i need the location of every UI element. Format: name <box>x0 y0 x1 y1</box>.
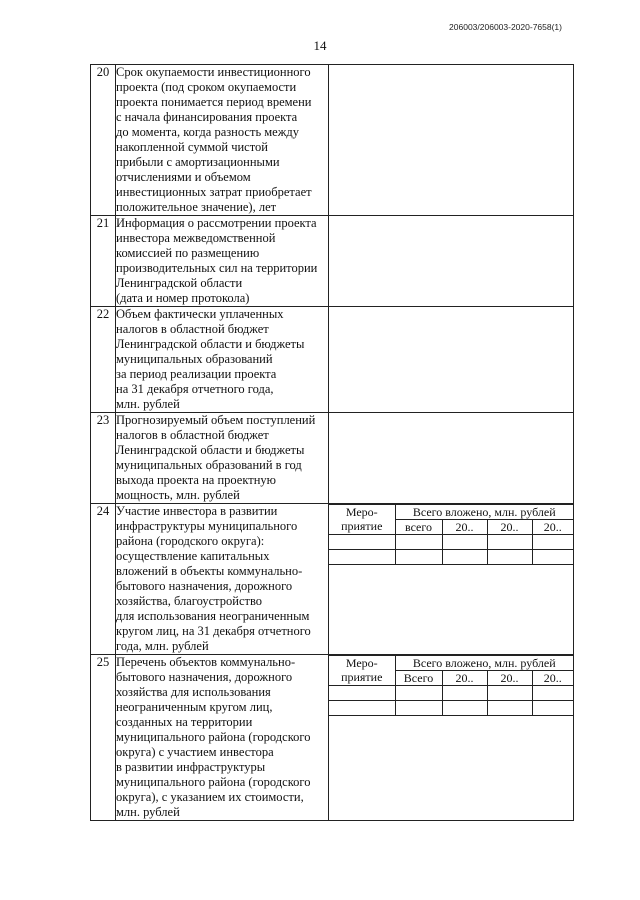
row-description <box>116 307 329 413</box>
description-line: инвестиционных затрат приобретает <box>116 185 312 199</box>
description-line: Ленинградской области и бюджеты <box>116 337 305 351</box>
description-line: накопленной суммой чистой <box>116 140 268 154</box>
description-line: положительное значение), лет <box>116 200 277 214</box>
description-line: вложений в объекты коммунально- <box>116 564 303 578</box>
year-column-header: Всего <box>395 671 442 686</box>
description-line: мощность, млн. рублей <box>116 488 240 502</box>
measure-header <box>329 505 395 535</box>
total-invested-header: Всего вложено, млн. рублей <box>395 656 573 671</box>
value-cell <box>329 216 574 307</box>
empty-cell <box>329 550 395 565</box>
measure-header <box>329 656 395 686</box>
data-table <box>90 64 574 821</box>
row-description <box>116 413 329 504</box>
document-id: 206003/206003-2020-7658(1) <box>449 22 562 32</box>
row-description <box>116 504 329 655</box>
empty-cell <box>532 686 573 701</box>
description-line: осуществление капитальных <box>116 549 270 563</box>
empty-cell <box>395 701 442 716</box>
total-invested-header: Всего вложено, млн. рублей <box>395 505 573 520</box>
description-line: Ленинградской области <box>116 276 243 290</box>
description-line: неограниченным кругом лиц, <box>116 700 273 714</box>
row-description <box>116 65 329 216</box>
description-line: Перечень объектов коммунально- <box>116 655 296 669</box>
description-line: до момента, когда разность между <box>116 125 299 139</box>
empty-cell <box>487 535 532 550</box>
description-line: муниципальных образований в год <box>116 458 302 472</box>
description-line: Прогнозируемый объем поступлений <box>116 413 316 427</box>
year-column-header: 20.. <box>442 520 487 535</box>
subtable-header-row <box>329 505 573 520</box>
description-line: проекта понимается период времени <box>116 95 312 109</box>
description-line: кругом лиц, на 31 декабря отчетного <box>116 624 311 638</box>
description-line: налогов в областной бюджет <box>116 322 269 336</box>
empty-cell <box>395 535 442 550</box>
description-line: выхода проекта на проектную <box>116 473 276 487</box>
description-line: хозяйства для использования <box>116 685 271 699</box>
description-line: Срок окупаемости инвестиционного <box>116 65 311 79</box>
row-number: 24 <box>91 504 116 655</box>
year-column-header: 20.. <box>532 671 573 686</box>
description-line: для использования неограниченным <box>116 609 310 623</box>
description-line: налогов в областной бюджет <box>116 428 269 442</box>
measure-header-line: Меро- <box>345 656 378 670</box>
value-cell <box>329 307 574 413</box>
measure-header-line: Меро- <box>345 505 378 519</box>
year-column-header: 20.. <box>442 671 487 686</box>
row-number: 22 <box>91 307 116 413</box>
empty-cell <box>442 535 487 550</box>
empty-cell <box>395 550 442 565</box>
description-line: комиссией по размещению <box>116 246 260 260</box>
empty-cell <box>442 701 487 716</box>
table-row <box>91 504 574 655</box>
value-cell <box>329 413 574 504</box>
description-line: с начала финансирования проекта <box>116 110 298 124</box>
empty-cell <box>395 686 442 701</box>
empty-cell <box>442 550 487 565</box>
description-line: за период реализации проекта <box>116 367 277 381</box>
subtable-empty-row <box>329 686 573 701</box>
empty-cell <box>532 535 573 550</box>
subtable-empty-row <box>329 535 573 550</box>
page-number: 14 <box>313 38 327 53</box>
value-cell <box>329 504 574 655</box>
description-line: Ленинградской области и бюджеты <box>116 443 305 457</box>
table-row <box>91 413 574 504</box>
subtable-empty-row <box>329 550 573 565</box>
row-description <box>116 216 329 307</box>
value-cell <box>329 655 574 821</box>
year-column-header: 20.. <box>487 671 532 686</box>
description-line: производительных сил на территории <box>116 261 318 275</box>
description-line: бытового назначения, дорожного <box>116 579 293 593</box>
description-line: муниципального района (городского <box>116 775 311 789</box>
empty-cell <box>532 701 573 716</box>
row-number: 23 <box>91 413 116 504</box>
description-line: муниципального района (городского <box>116 730 311 744</box>
description-line: отчислениями и объемом <box>116 170 251 184</box>
description-line: Информация о рассмотрении проекта <box>116 216 317 230</box>
description-line: муниципальных образований <box>116 352 273 366</box>
description-line: Объем фактически уплаченных <box>116 307 284 321</box>
empty-cell <box>532 550 573 565</box>
description-line: млн. рублей <box>116 805 180 819</box>
table-row <box>91 216 574 307</box>
description-line: года, млн. рублей <box>116 639 209 653</box>
empty-cell <box>487 701 532 716</box>
measure-header-line: приятие <box>341 670 383 684</box>
description-line: инфраструктуры муниципального <box>116 519 298 533</box>
description-line: на 31 декабря отчетного года, <box>116 382 274 396</box>
table-row <box>91 65 574 216</box>
subtable-header-row <box>329 656 573 671</box>
table-row <box>91 655 574 821</box>
row-number: 25 <box>91 655 116 821</box>
table-row <box>91 307 574 413</box>
description-line: инвестора межведомственной <box>116 231 276 245</box>
description-line: созданных на территории <box>116 715 253 729</box>
description-line: млн. рублей <box>116 397 180 411</box>
description-line: прибыли с амортизационными <box>116 155 280 169</box>
empty-cell <box>329 535 395 550</box>
description-line: (дата и номер протокола) <box>116 291 250 305</box>
value-cell <box>329 65 574 216</box>
description-line: Участие инвестора в развитии <box>116 504 278 518</box>
empty-cell <box>329 701 395 716</box>
description-line: округа) с участием инвестора <box>116 745 274 759</box>
empty-cell <box>442 686 487 701</box>
description-line: хозяйства, благоустройство <box>116 594 263 608</box>
row-number: 21 <box>91 216 116 307</box>
row-number: 20 <box>91 65 116 216</box>
description-line: проекта (под сроком окупаемости <box>116 80 297 94</box>
investment-subtable <box>329 504 573 565</box>
investment-subtable <box>329 655 573 716</box>
description-line: округа), с указанием их стоимости, <box>116 790 304 804</box>
measure-header-line: приятие <box>341 519 383 533</box>
description-line: в развитии инфраструктуры <box>116 760 266 774</box>
description-line: бытового назначения, дорожного <box>116 670 293 684</box>
subtable-empty-row <box>329 701 573 716</box>
row-description <box>116 655 329 821</box>
year-column-header: всего <box>395 520 442 535</box>
empty-cell <box>487 686 532 701</box>
year-column-header: 20.. <box>487 520 532 535</box>
description-line: района (городского округа): <box>116 534 265 548</box>
empty-cell <box>487 550 532 565</box>
empty-cell <box>329 686 395 701</box>
year-column-header: 20.. <box>532 520 573 535</box>
